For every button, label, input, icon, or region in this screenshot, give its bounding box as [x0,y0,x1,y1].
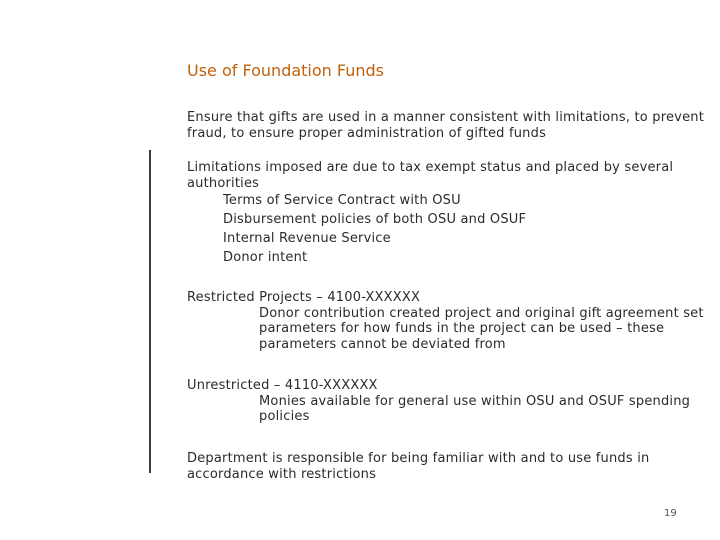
limitation-item-3: Internal Revenue Service [223,231,391,246]
paragraph-limitations [187,160,707,267]
page-number: 19 [664,508,677,519]
limitation-item-1: Terms of Service Contract with OSU [223,193,461,208]
unrestricted-description: Monies available for general use within OSU and OSUF spending policies [259,393,691,424]
restricted-heading: Restricted Projects – 4100-XXXXXX [187,290,421,305]
restricted-description: Donor contribution created project and original gift agreement set parameters for how funds in the project can be used – these parameters cannot be deviated from [259,305,704,352]
paragraph-restricted-projects [187,290,707,352]
paragraph-department-responsibility: Department is responsible for being familiar with and to use funds in accordance with restrictions [187,451,650,482]
unrestricted-heading: Unrestricted – 4110-XXXXXX [187,378,378,393]
paragraph-unrestricted [187,378,707,425]
paragraph-gift-usage: Ensure that gifts are used in a manner consistent with limitations, to prevent fraud, to ensure proper administration of gifted funds [187,110,705,141]
limitations-text: Limitations imposed are due to tax exempt status and placed by several authorities [187,160,674,191]
vertical-divider [149,150,151,473]
limitation-item-2: Disbursement policies of both OSU and OSUF [223,212,527,227]
slide-title: Use of Foundation Funds [187,61,384,80]
limitation-item-4: Donor intent [223,250,308,265]
